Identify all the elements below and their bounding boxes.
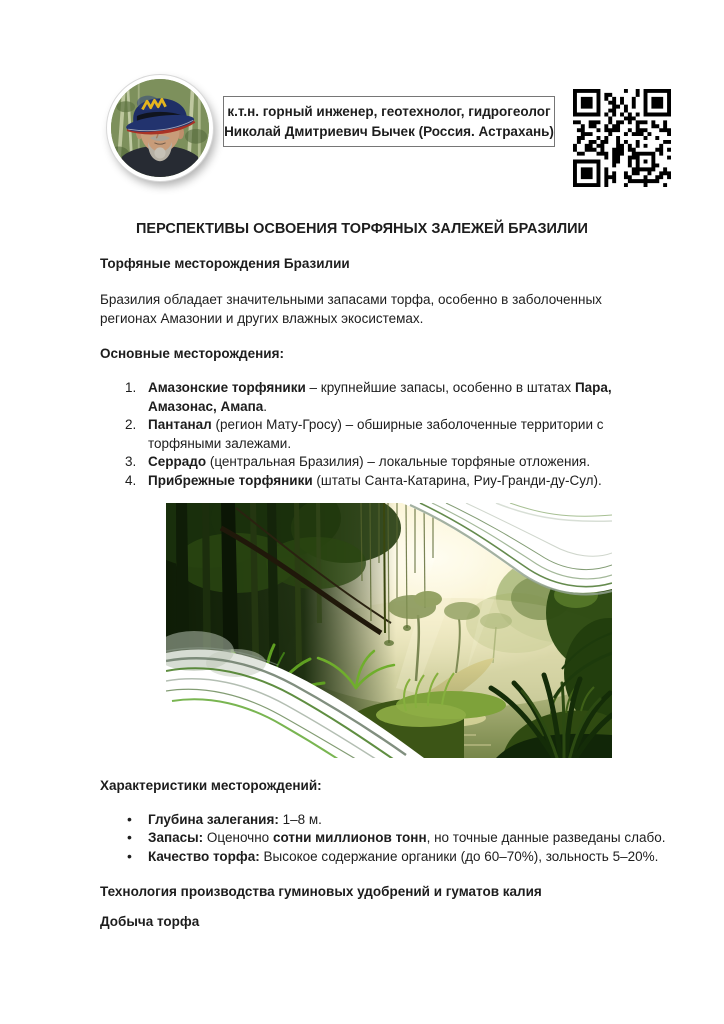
bold-text-run: Пара, Амазонас, Амапа xyxy=(148,380,612,414)
deposit-list-item xyxy=(125,379,670,416)
text-run: (центральная Бразилия) – локальные торфяные отложения. xyxy=(206,454,591,470)
section-heading-peat-extraction: Добыча торфа xyxy=(100,914,200,929)
author-credentials-box xyxy=(223,96,555,147)
text-run: , но точные данные разведаны слабо. xyxy=(426,830,666,846)
text-run: Оценочно xyxy=(203,830,273,846)
deposit-list-item xyxy=(125,472,670,491)
text-run: Высокое содержание органики (до 60–70%), зольность 5–20%. xyxy=(259,848,659,864)
characteristics-list xyxy=(100,811,672,866)
deposits-list xyxy=(100,379,670,491)
rainforest-wetland-photo xyxy=(166,503,612,758)
credentials-line-1: к.т.н. горный инженер, геотехнолог, гидрогеолог xyxy=(227,103,551,119)
bullet-icon: • xyxy=(127,847,132,864)
list-number: 2. xyxy=(125,417,137,433)
text-run: – крупнейшие запасы, особенно в штатах xyxy=(305,380,575,395)
section-heading-peat-deposits: Торфяные месторождения Бразилии xyxy=(100,256,350,271)
characteristic-list-item xyxy=(127,811,672,829)
characteristic-list-item xyxy=(127,847,672,866)
author-photo-illustration xyxy=(111,79,209,177)
bold-text-run: Серрадо xyxy=(148,454,207,470)
section-heading-technology: Технология производства гуминовых удобрений и гуматов калия xyxy=(100,884,542,899)
qr-modules xyxy=(573,89,671,187)
deposit-list-item xyxy=(125,453,670,472)
deposit-list-item xyxy=(125,416,670,453)
text-run: (штаты Санта-Катарина, Риу-Гранди-ду-Сул). xyxy=(312,472,602,488)
intro-paragraph: Бразилия обладает значительными запасами торфа, особенно в заболоченных регионах Амазонии и других влажных экосистемах. xyxy=(100,292,602,326)
characteristic-list-item xyxy=(127,829,672,847)
rainforest-illustration xyxy=(166,503,612,758)
bold-text-run: Пантанал xyxy=(148,417,212,433)
text-run: . xyxy=(263,398,268,414)
text-run: (регион Мату-Гросу) – обширные заболоченные территории с торфяными залежами. xyxy=(148,417,604,451)
section-heading-main-deposits: Основные месторождения: xyxy=(100,346,284,361)
credentials-line-2: Николай Дмитриевич Бычек (Россия. Астрахань) xyxy=(224,123,554,139)
page-title: ПЕРСПЕКТИВЫ ОСВОЕНИЯ ТОРФЯНЫХ ЗАЛЕЖЕЙ БРАЗИЛИИ xyxy=(136,221,588,237)
bold-text-run: сотни миллионов тонн xyxy=(272,830,427,846)
bold-text-run: Прибрежные торфяники xyxy=(148,472,313,488)
bold-text-run: Запасы: xyxy=(148,830,204,846)
list-number: 4. xyxy=(125,472,137,488)
qr-code xyxy=(573,89,671,187)
bold-text-run: Амазонские торфяники xyxy=(148,380,306,395)
list-number: 1. xyxy=(125,380,137,395)
author-photo xyxy=(107,75,213,181)
bullet-icon: • xyxy=(127,811,132,827)
section-heading-characteristics: Характеристики месторождений: xyxy=(100,778,322,793)
qr-code-image xyxy=(573,89,671,187)
bold-text-run: Глубина залегания: xyxy=(148,812,279,827)
bullet-icon: • xyxy=(127,829,132,846)
bold-text-run: Качество торфа: xyxy=(148,848,260,864)
list-number: 3. xyxy=(125,454,137,470)
text-run: 1–8 м. xyxy=(278,812,322,827)
